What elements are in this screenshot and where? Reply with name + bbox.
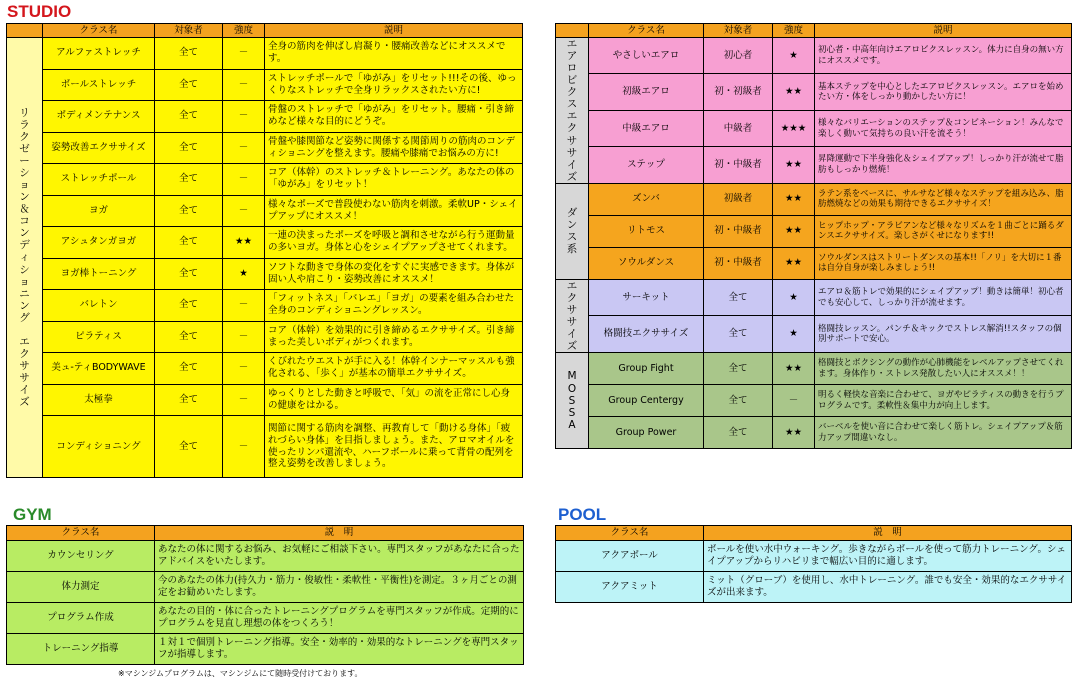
description: ボールを使い水中ウォーキング。歩きながらボールを使って筋力トレーニング。シェイプアップからリハビリまで幅広い目的に適します。 [704,541,1072,572]
description: あなたの体に関するお悩み、お気軽にご相談下さい。専門スタッフがあなたに合ったアドバイスをいたします。 [155,541,524,572]
table-row [7,603,524,634]
class-name: ピラティス [43,321,155,353]
description: ソフトな動きで身体の変化をすぐに実感できます。身体が固い人や肩こり・姿勢改善にオススメ！ [265,258,523,290]
class-name: アシュタンガヨガ [43,227,155,259]
table-row [556,147,1072,183]
class-name: アルファストレッチ [43,38,155,70]
intensity: － [223,132,265,164]
class-name: Group Fight [589,353,704,385]
intensity: ★ [773,279,815,316]
target-audience: 全て [704,279,773,316]
description: ゆっくりとした動きと呼吸で、「気」の流を正常にし心身の健康をはかる。 [265,384,523,416]
header-cell: 説明 [265,24,523,38]
intensity: ★★ [773,247,815,279]
class-name: プログラム作成 [7,603,155,634]
table-header-row [556,24,1072,38]
description: 様々なバリエーションのステップ＆コンビネーション！みんなで楽しく動いて気持ちの良い汗を流そう！ [815,110,1072,146]
target-audience: 全て [155,353,223,385]
header-cell: 説 明 [155,526,524,541]
intensity: － [223,384,265,416]
target-audience: 全て [155,384,223,416]
class-name: ヨガ棒トーニング [43,258,155,290]
description: 格闘技レッスン。パンチ＆キックでストレス解消!!スタッフの個別サポートで安心。 [815,316,1072,353]
table-row [556,541,1072,572]
table-row [556,38,1072,74]
table-row [7,384,523,416]
header-cell: クラス名 [589,24,704,38]
intensity: ★★ [773,417,815,449]
class-name: アクアミット [556,572,704,603]
description: 基本ステップを中心としたエアロビクスレッスン。エアロを始めたい方・体をしっかり動かしたい方に！ [815,74,1072,110]
target-audience: 初・初級者 [704,74,773,110]
table-row [7,258,523,290]
class-name: ソウルダンス [589,247,704,279]
class-name: 体力測定 [7,572,155,603]
target-audience: 全て [155,416,223,478]
table-row [7,634,524,665]
intensity: － [223,353,265,385]
category-label: M O S S A [556,353,589,449]
table-row [556,279,1072,316]
table-row [556,74,1072,110]
description: あなたの目的・体に合ったトレーニングプログラムを専門スタッフが作成。定期的にプログラムを見直し理想の体をつくろう！ [155,603,524,634]
class-name: Group Power [589,417,704,449]
intensity: ★★ [773,74,815,110]
intensity: ★★ [773,353,815,385]
table-row [556,572,1072,603]
target-audience: 全て [704,385,773,417]
description: エアロ＆筋トレで効果的にシェイプアップ！動きは簡単！初心者でも安心して、しっかり汗が流せます。 [815,279,1072,316]
table-row [7,353,523,385]
description: ミット（グローブ）を使用し、水中トレーニング。誰でも安全・効果的なエクササイズが出来ます。 [704,572,1072,603]
header-cell: クラス名 [7,526,155,541]
target-audience: 初・中級者 [704,215,773,247]
description: 様々なポーズで普段使わない筋肉を刺激。柔軟UP・シェイプアップにオススメ！ [265,195,523,227]
studio-table-left [6,23,523,478]
table-row [7,321,523,353]
table-row [556,247,1072,279]
intensity: ★ [223,258,265,290]
description: 格闘技とボクシングの動作が心肺機能をレベルアップさせてくれます。身体作り・ストレス発散したい人にオススメ！！ [815,353,1072,385]
description: ラテン系をベースに、サルサなど様々なステップを組み込み、脂肪燃焼などの効果も期待できるエクササイズ！ [815,183,1072,215]
header-cell: クラス名 [556,526,704,541]
studio-table-right [555,23,1072,449]
description: 「フィットネス」「バレエ」「ヨガ」の要素を組み合わせた全身のコンディショニングレッスン。 [265,290,523,322]
class-name: バレトン [43,290,155,322]
gym-table [6,525,524,665]
table-row [7,101,523,133]
intensity: ★★ [773,183,815,215]
description: コア（体幹）を効果的に引き締めるエクササイズ。引き締まった美しいボディがつくれます。 [265,321,523,353]
intensity: ★★★ [773,110,815,146]
class-name: 美ュ-ティBODYWAVE [43,353,155,385]
table-row [7,132,523,164]
class-name: ボディメンテナンス [43,101,155,133]
category-label: エ ク サ サ イ ズ [556,279,589,352]
target-audience: 全て [155,38,223,70]
class-name: 初級エアロ [589,74,704,110]
class-name: ストレッチポール [43,164,155,196]
intensity: － [223,416,265,478]
class-name: コンディショニング [43,416,155,478]
header-cell: 説明 [815,24,1072,38]
description: 関節に関する筋肉を調整、再教育して「動ける身体」「疲れづらい身体」を目指しましょう。また、アロマオイルを使ったリンパ還流や、ハーフボールに乗って背骨の配列を整え姿勢を改善しましょう。 [265,416,523,478]
class-name: 太極拳 [43,384,155,416]
description: 骨盤や膝関節など姿勢に関係する関節周りの筋肉のコンディショニングを整えます。腰痛や膝痛でお悩みの方に! [265,132,523,164]
table-row [7,541,524,572]
intensity: － [223,69,265,101]
table-row [556,385,1072,417]
category-label: ダ ン ス 系 [556,183,589,279]
target-audience: 全て [155,132,223,164]
table-row [7,69,523,101]
description: 明るく軽快な音楽に合わせて、ヨガやピラティスの動きを行うプログラムです。柔軟性＆集中力が向上します。 [815,385,1072,417]
target-audience: 全て [155,227,223,259]
table-header-row [556,526,1072,541]
studio-title: STUDIO [7,2,72,21]
intensity: ★★ [773,147,815,183]
intensity: － [223,195,265,227]
category-label: リ ラ ク ゼ ー シ ョ ン ＆ コ ン デ ィ シ ョ ニ ン グ エ ク サ サ イ ズ [7,38,43,478]
class-name: 格闘技エクササイズ [589,316,704,353]
target-audience: 全て [155,69,223,101]
target-audience: 初級者 [704,183,773,215]
header-cell: 対象者 [704,24,773,38]
header-cell: 強度 [773,24,815,38]
header-cell [556,24,589,38]
class-name: ステップ [589,147,704,183]
intensity: ★★ [223,227,265,259]
pool-table [555,525,1072,603]
description: 昇降運動で下半身強化＆シェイプアップ！しっかり汗が流せて脂肪もしっかり燃焼！ [815,147,1072,183]
class-name: ボールストレッチ [43,69,155,101]
target-audience: 全て [155,258,223,290]
intensity: ★ [773,316,815,353]
intensity: ★ [773,38,815,74]
class-name: 姿勢改善エクササイズ [43,132,155,164]
class-name: やさしいエアロ [589,38,704,74]
description: くびれたウエストが手に入る！体幹インナーマッスルも強化される、「歩く」が基本の簡単エクササイズ。 [265,353,523,385]
intensity: － [223,290,265,322]
table-row [556,110,1072,146]
target-audience: 初心者 [704,38,773,74]
header-cell [7,24,43,38]
description: ストレッチポールで「ゆがみ」をリセット!!!その後、ゆっくりなストレッチで全身リラックスされたい方に! [265,69,523,101]
description: 初心者・中高年向けエアロビクスレッスン。体力に自身の無い方にオススメです。 [815,38,1072,74]
class-name: カウンセリング [7,541,155,572]
intensity: ★★ [773,215,815,247]
class-name: Group Centergy [589,385,704,417]
target-audience: 初・中級者 [704,247,773,279]
header-cell: 対象者 [155,24,223,38]
table-header-row [7,526,524,541]
table-row [556,215,1072,247]
table-row [7,572,524,603]
table-row [7,38,523,70]
table-row [556,353,1072,385]
category-label: エ ア ロ ビ ク ス エ ク サ サ イ ズ [556,38,589,184]
target-audience: 全て [704,417,773,449]
target-audience: 全て [704,353,773,385]
table-header-row [7,24,523,38]
intensity: － [223,321,265,353]
target-audience: 全て [155,195,223,227]
gym-footnote: ※マシンジムプログラムは、マシンジムにて随時受付けております。 [118,669,363,678]
intensity: － [223,164,265,196]
description: ヒップホップ・アラビアンなど様々なリズムを１曲ごとに踊るダンスエクササイズ。楽しさがくせになります!! [815,215,1072,247]
table-row [7,195,523,227]
class-name: 中級エアロ [589,110,704,146]
table-row [7,416,523,478]
description: １対１で個別トレーニング指導。安全・効率的・効果的なトレーニングを専門スタッフが指導します。 [155,634,524,665]
intensity: － [223,38,265,70]
target-audience: 全て [704,316,773,353]
description: 一連の決まったポーズを呼吸と調和させながら行う運動量の多いヨガ。身体と心をシェイプアップさせてくれます。 [265,227,523,259]
description: 今のあなたの体力(持久力・筋力・俊敏性・柔軟性・平衡性)を測定。３ヶ月ごとの測定をお勧めいたします。 [155,572,524,603]
intensity: － [223,101,265,133]
table-row [7,164,523,196]
description: バーベルを使い音に合わせて楽しく筋トレ。シェイプアップ＆筋力アップ間違いなし。 [815,417,1072,449]
table-row [556,183,1072,215]
description: 骨盤のストレッチで「ゆがみ」をリセット。腰痛・引き締めなど様々な目的にどうぞ。 [265,101,523,133]
target-audience: 全て [155,321,223,353]
header-cell: 説 明 [704,526,1072,541]
class-name: ズンバ [589,183,704,215]
target-audience: 全て [155,101,223,133]
target-audience: 中級者 [704,110,773,146]
class-name: ヨガ [43,195,155,227]
table-row [556,316,1072,353]
header-cell: クラス名 [43,24,155,38]
target-audience: 全て [155,164,223,196]
description: ソウルダンスはストリートダンスの基本!!「ノリ」を大切に１番は自分自身が楽しみましょう!! [815,247,1072,279]
description: コア（体幹）のストレッチ＆トレーニング。あなたの体の「ゆがみ」をリセット！ [265,164,523,196]
pool-title: POOL [558,505,607,524]
table-row [556,417,1072,449]
gym-title: GYM [13,505,52,524]
class-name: アクアボール [556,541,704,572]
table-row [7,290,523,322]
target-audience: 初・中級者 [704,147,773,183]
class-name: サーキット [589,279,704,316]
description: 全身の筋肉を伸ばし肩凝り・腰痛改善などにオススメです。 [265,38,523,70]
header-cell: 強度 [223,24,265,38]
class-name: トレーニング指導 [7,634,155,665]
table-row [7,227,523,259]
intensity: － [773,385,815,417]
class-name: リトモス [589,215,704,247]
target-audience: 全て [155,290,223,322]
